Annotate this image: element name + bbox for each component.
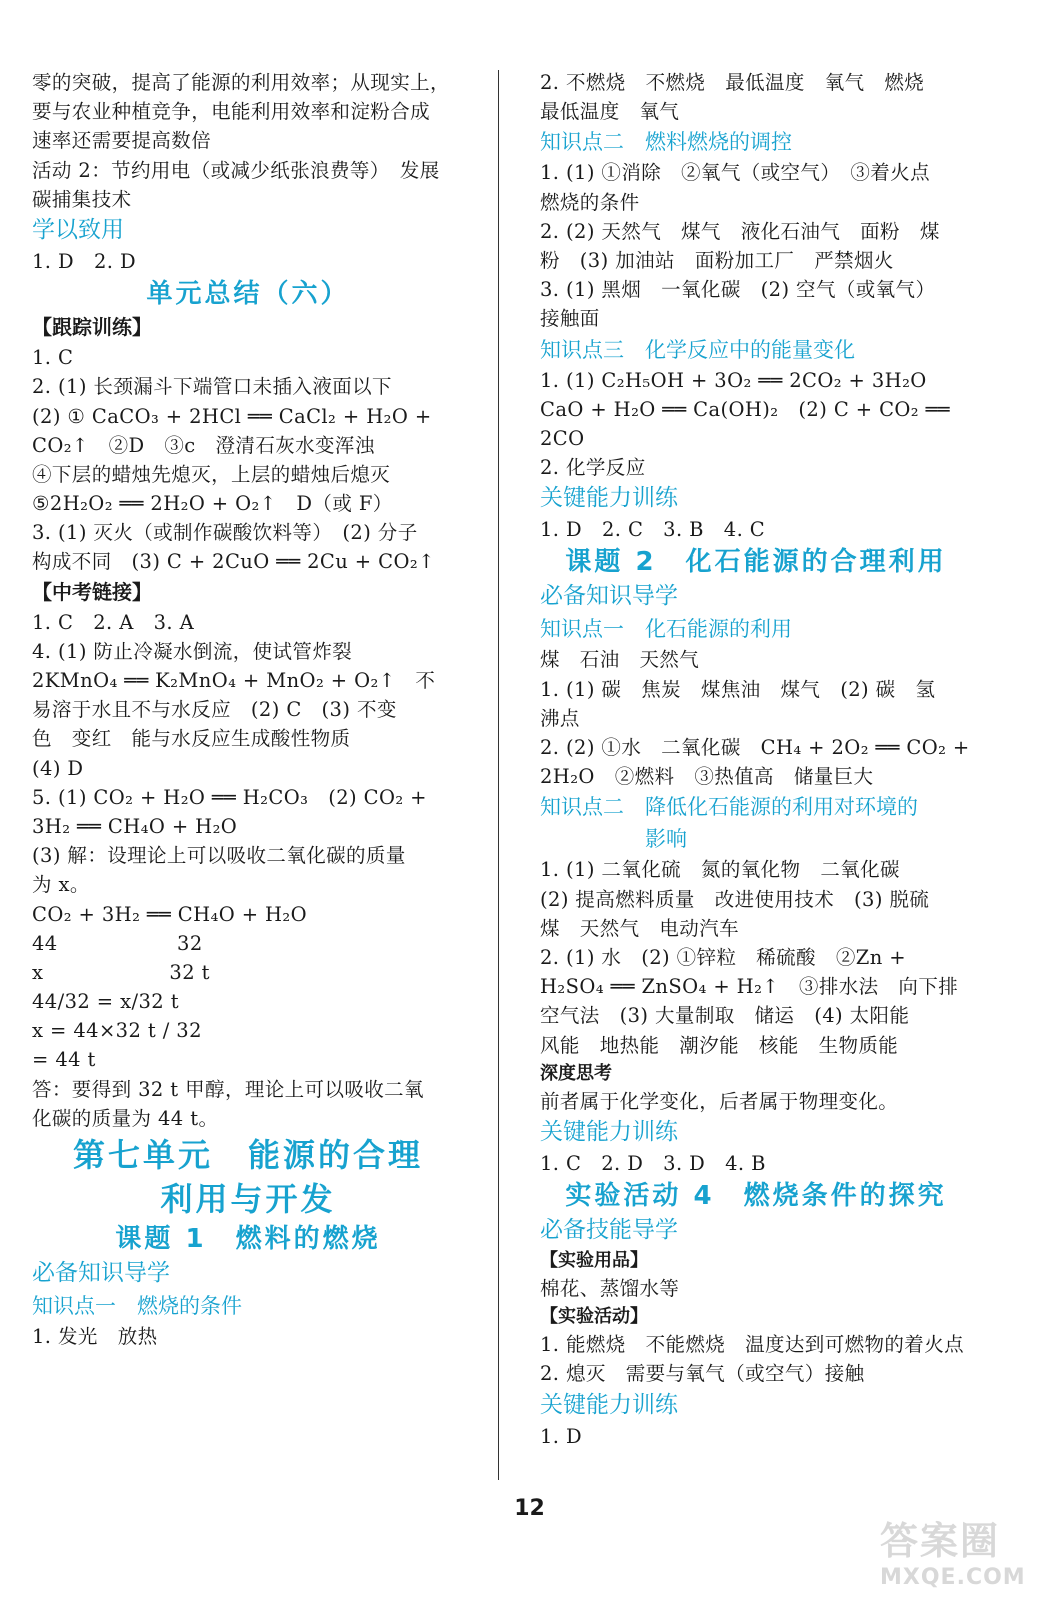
text-line: 煤 天然气 电动汽车 [540,916,740,940]
text-line: 1. (1) C₂H₅OH + 3O₂ ══ 2CO₂ + 3H₂O [540,368,927,392]
right-column [540,68,972,1451]
text-line: (3) 解：设理论上可以吸收二氧化碳的质量 [32,844,406,868]
text-line: 风能 地热能 潮汐能 核能 生物质能 [540,1033,899,1057]
text-line: 1. (1) 二氧化硫 氮的氧化物 二氧化碳 [540,858,900,882]
section-heading: 关键能力训练 [540,485,678,512]
text-line: 燃烧的条件 [540,190,640,214]
text-line: ④下层的蜡烛先熄灭，上层的蜡烛后熄灭 [32,462,391,486]
text-line: 前者属于化学变化，后者属于物理变化。 [540,1089,899,1113]
text-line: 1. (1) 碳 焦炭 煤焦油 煤气 (2) 碳 氢 [540,677,936,701]
text-line: 1. C 2. D 3. D 4. B [540,1151,766,1175]
text-line: 沸点 [540,706,580,730]
text-line: 答：要得到 32 t 甲醇，理论上可以吸收二氧 [32,1077,424,1101]
text-line: 4. (1) 防止冷凝水倒流，使试管炸裂 [32,639,353,663]
bracket-heading: 深度思考 [540,1062,612,1084]
text-line: 2. 不燃烧 不燃烧 最低温度 氧气 燃烧 [540,71,925,94]
text-line: 最低温度 氧气 [540,100,680,124]
text-line: 碳捕集技术 [32,187,132,211]
section-heading: 必备知识导学 [32,1260,170,1286]
section-heading: 学以致用 [32,216,124,243]
section-heading: 必备知识导学 [540,583,678,610]
text-line: 2. (1) 水 (2) ①锌粒 稀硫酸 ②Zn + [540,945,906,969]
bracket-heading: 【跟踪训练】 [32,315,152,340]
knowledge-point-heading: 知识点一 燃烧的条件 [32,1294,242,1318]
text-line: 1. D [540,1424,583,1448]
knowledge-point-heading: 知识点一 化石能源的利用 [540,617,792,642]
text-line: 零的突破，提高了能源的利用效率；从现实上， [32,71,450,94]
lesson-title: 单元总结（六） [146,279,350,310]
knowledge-point-heading: 知识点三 化学反应中的能量变化 [540,337,855,362]
text-line: 2CO [540,426,585,450]
text-line: 2. (2) 天然气 煤气 液化石油气 面粉 煤 [540,219,940,243]
text-line: 易溶于水且不与水反应 (2) C (3) 不变 [32,698,397,722]
knowledge-point-heading: 知识点二 燃料燃烧的调控 [540,130,792,155]
text-line: (2) 提高燃料质量 改进使用技术 (3) 脱硫 [540,887,930,911]
chapter-title: 利用与开发 [160,1180,336,1218]
bracket-heading: 【实验用品】 [540,1250,648,1272]
text-line: 接触面 [540,307,600,331]
text-line: 为 x。 [32,873,90,897]
bracket-heading: 【中考链接】 [32,579,152,604]
watermark-line1: 答案圈 [880,1519,1001,1563]
knowledge-point-heading: 影响 [540,827,687,852]
text-line: 色 变红 能与水反应生成酸性物质 [32,727,351,751]
section-heading: 关键能力训练 [540,1391,678,1418]
text-line: 化碳的质量为 44 t。 [32,1106,219,1130]
text-line: 1. 发光 放热 [32,1325,158,1348]
text-line: 空气法 (3) 大量制取 储运 (4) 太阳能 [540,1004,910,1028]
text-line: 棉花、蒸馏水等 [540,1277,680,1301]
column-divider [498,70,499,1480]
text-line: 1. D 2. C 3. B 4. C [540,518,766,542]
text-line: 2. (1) 长颈漏斗下端管口未插入液面以下 [32,375,392,399]
text-line: 煤 石油 天然气 [540,648,700,672]
text-line: 2H₂O ②燃料 ③热值高 储量巨大 [540,765,874,789]
lesson-title: 实验活动 4 燃烧条件的探究 [565,1181,947,1212]
text-line: 1. 能燃烧 不能燃烧 温度达到可燃物的着火点 [540,1333,965,1357]
text-line: CO₂ + 3H₂ ══ CH₄O + H₂O [32,902,308,926]
text-line: 44 32 [32,931,203,955]
text-line: 44/32 = x/32 t [32,990,179,1014]
text-line: (4) D [32,756,84,780]
text-line: H₂SO₄ ══ ZnSO₄ + H₂↑ ③排水法 向下排 [540,975,959,999]
text-line: ⑤2H₂O₂ ══ 2H₂O + O₂↑ D（或 F） [32,492,393,516]
text-line: 2KMnO₄ ══ K₂MnO₄ + MnO₂ + O₂↑ 不 [32,669,436,692]
text-line: 1. (1) ①消除 ②氧气（或空气） ③着火点 [540,161,930,185]
left-column [32,68,464,1351]
text-line: 粉 (3) 加油站 面粉加工厂 严禁烟火 [540,248,894,272]
text-line: 速率还需要提高数倍 [32,129,212,153]
lesson-title: 课题 1 燃料的燃烧 [115,1224,381,1254]
text-line: 1. D 2. D [32,249,136,273]
lesson-title: 课题 2 化石能源的合理利用 [565,547,947,578]
text-line: = 44 t [32,1048,96,1072]
text-line: 2. 化学反应 [540,456,646,480]
text-line: 要与农业种植竞争，电能利用效率和淀粉合成 [32,100,431,124]
page-number: 12 [514,1496,545,1521]
knowledge-point-heading: 知识点二 降低化石能源的利用对环境的 [540,795,918,820]
text-line: CaO + H₂O ══ Ca(OH)₂ (2) C + CO₂ ══ [540,397,950,421]
text-line: (2) ① CaCO₃ + 2HCl ══ CaCl₂ + H₂O + [32,404,432,428]
text-line: 2. 熄灭 需要与氧气（或空气）接触 [540,1362,865,1386]
text-line: 1. C 2. A 3. A [32,610,195,634]
bracket-heading: 【实验活动】 [540,1306,648,1328]
text-line: 构成不同 (3) C + 2CuO ══ 2Cu + CO₂↑ [32,550,435,574]
watermark-logo [880,1510,1050,1590]
section-heading: 必备技能导学 [540,1217,678,1244]
text-line: 活动 2：节约用电（或减少纸张浪费等） 发展 [32,158,440,182]
text-line: 2. (2) ①水 二氧化碳 CH₄ + 2O₂ ══ CO₂ + [540,736,970,759]
text-line: CO₂↑ ②D ③c 澄清石灰水变浑浊 [32,433,375,457]
text-line: 3H₂ ══ CH₄O + H₂O [32,814,238,838]
text-line: x 32 t [32,960,210,984]
section-heading: 关键能力训练 [540,1118,678,1145]
text-line: 1. C [32,346,74,370]
watermark-line2: MXQE.COM [880,1565,1026,1590]
text-line: 3. (1) 灭火（或制作碳酸饮料等） (2) 分子 [32,521,418,545]
text-line: 5. (1) CO₂ + H₂O ══ H₂CO₃ (2) CO₂ + [32,785,427,809]
text-line: 3. (1) 黑烟 一氧化碳 (2) 空气（或氧气） [540,278,936,302]
chapter-title: 第七单元 能源的合理 [72,1136,423,1174]
text-line: x = 44×32 t / 32 [32,1019,202,1043]
